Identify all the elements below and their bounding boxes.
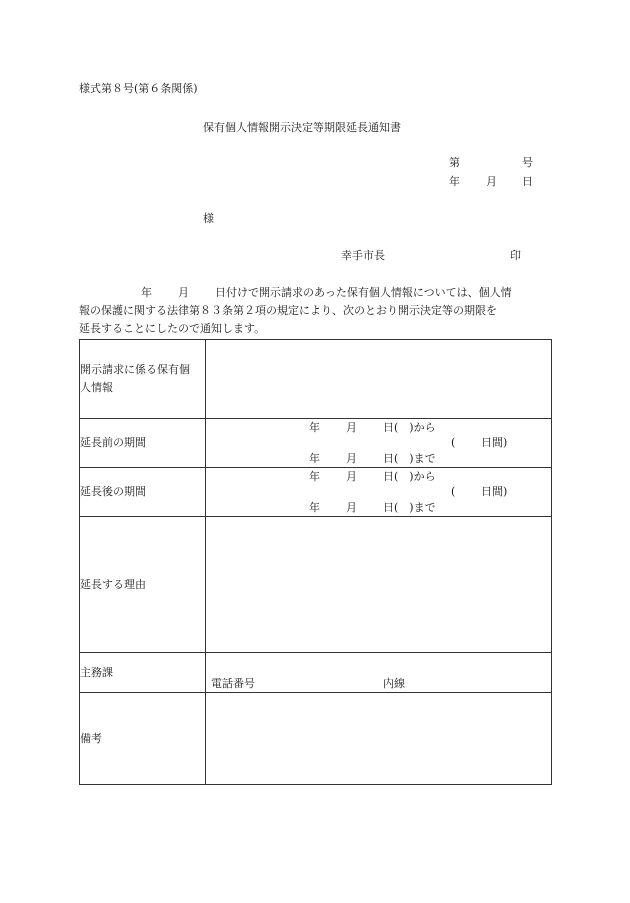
- table-row: [80, 517, 552, 653]
- sender-name: 幸手市長: [341, 249, 385, 262]
- date-month: 月: [486, 175, 497, 188]
- table-row: [80, 419, 552, 468]
- body-month: 月: [178, 286, 189, 299]
- addressee-suffix: 様: [203, 212, 214, 225]
- extension-label: 内線: [383, 677, 405, 690]
- period-after-field[interactable]: 年 月 日( )から ( 日間) 年 月 日( )まで: [206, 468, 552, 517]
- period-after-label: 延長後の期間: [80, 468, 206, 517]
- remarks-field[interactable]: [206, 693, 552, 785]
- responsible-section-field[interactable]: [206, 653, 552, 693]
- phone-label: 電話番号: [211, 677, 255, 690]
- remarks-label: 備考: [80, 693, 206, 785]
- requested-info-label: 開示請求に係る保有個人情報: [80, 340, 206, 419]
- period-before-field[interactable]: 年 月 日( )から ( 日間) 年 月 日( )まで: [206, 419, 552, 468]
- table-row: [80, 653, 552, 693]
- body-line-1: 日付けで開示請求のあった保有個人情報については、個人情: [215, 286, 512, 299]
- number-prefix: 第: [449, 156, 460, 169]
- seal-mark: 印: [510, 249, 521, 262]
- body-year: 年: [141, 286, 152, 299]
- form-number: 様式第８号(第６条関係): [79, 82, 198, 95]
- responsible-section-label: 主務課: [80, 653, 206, 693]
- form-table: [79, 339, 552, 785]
- extension-reason-label: 延長する理由: [80, 517, 206, 653]
- date-year: 年: [449, 175, 460, 188]
- extension-reason-field[interactable]: [206, 517, 552, 653]
- date-day: 日: [522, 175, 533, 188]
- table-row: [80, 693, 552, 785]
- number-suffix: 号: [522, 156, 533, 169]
- body-line-2: 報の保護に関する法律第８３条第２項の規定により、次のとおり開示決定等の期限を: [79, 304, 497, 317]
- requested-info-field[interactable]: [206, 340, 552, 419]
- document-title: 保有個人情報開示決定等期限延長通知書: [203, 121, 401, 134]
- period-before-label: 延長前の期間: [80, 419, 206, 468]
- table-row: [80, 468, 552, 517]
- table-row: [80, 340, 552, 419]
- body-line-3: 延長することにしたので通知します。: [79, 322, 266, 335]
